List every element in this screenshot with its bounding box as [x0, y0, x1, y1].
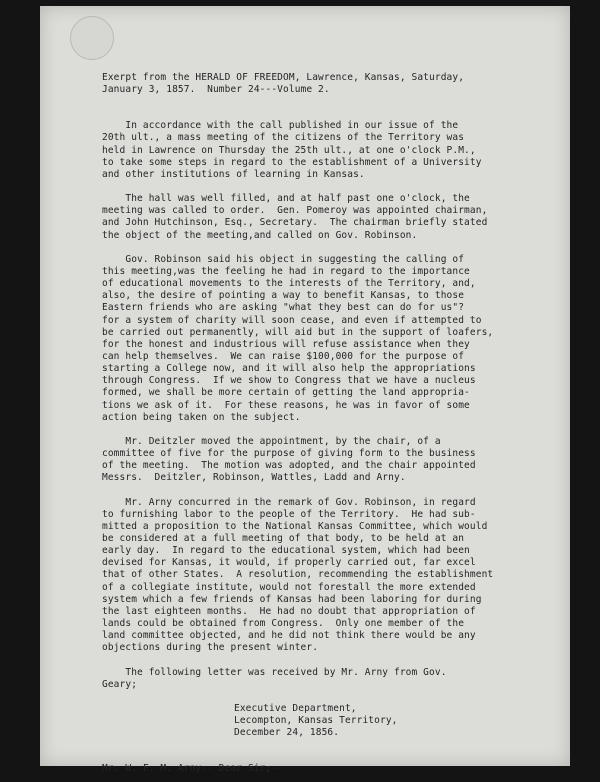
signature-line: December 24, 1856. — [234, 727, 340, 739]
paragraph-line: be carried out permanently, will aid but in the support of loafers, — [102, 326, 494, 338]
paragraph — [102, 254, 562, 424]
paragraph-line: the object of the meeting,and called on Gov. Robinson. — [102, 229, 418, 241]
paragraph-line: through Congress. If we show to Congress that we have a nucleus — [102, 375, 476, 387]
paragraph-line: The hall was well filled, and at half past one o'clock, the — [102, 193, 470, 205]
paragraph-line: that of other States. A resolution, recommending the establishment — [102, 569, 494, 581]
paragraph-line: for the honest and industrious will refuse assistance when they — [102, 338, 470, 350]
paragraph-line: The following letter was received by Mr. Arny from Gov. — [102, 666, 447, 678]
paragraph-line: Mr. Deitzler moved the appointment, by the chair, of a — [102, 435, 441, 447]
document-text — [102, 72, 562, 776]
body-paragraphs — [102, 120, 562, 691]
paragraph-line: of educational movements to the interests of the Territory, and, — [102, 278, 476, 290]
paragraph-line: tions we ask of it. For these reasons, he was in favor of some — [102, 399, 470, 411]
paragraph-line: of a collegiate institute, would not forestall the more extended — [102, 581, 476, 593]
paragraph-line: held in Lawrence on Thursday the 25th ult., at one o'clock P.M., — [102, 144, 476, 156]
paragraph-line: system which a few friends of Kansas had been laboring for during — [102, 593, 482, 605]
paragraph-line: 20th ult., a mass meeting of the citizens of the Territory was — [102, 132, 465, 144]
paragraph-line: also, the desire of pointing a way to benefit Kansas, to those — [102, 290, 465, 302]
paragraph-line: action being taken on the subject. — [102, 411, 301, 423]
punch-hole — [70, 16, 114, 60]
signature-block — [102, 703, 562, 739]
paragraph-line: this meeting,was the feeling he had in regard to the importance — [102, 265, 470, 277]
paragraph — [102, 193, 562, 242]
document-page — [40, 6, 570, 775]
paragraph-line: to furnishing labor to the people of the Territory. He had sub- — [102, 508, 476, 520]
paragraph-line: and John Hutchinson, Esq., Secretary. The chairman briefly stated — [102, 217, 488, 229]
paragraph-line: In accordance with the call published in our issue of the — [102, 120, 459, 132]
paragraph-line: Messrs. Deitzler, Robinson, Wattles, Ladd and Arny. — [102, 472, 406, 484]
paragraph-line: lands could be obtained from Congress. Only one member of the — [102, 618, 465, 630]
paragraph-line: mitted a proposition to the National Kansas Committee, which would — [102, 520, 488, 532]
paragraph-line: the last eighteen months. He had no doubt that appropriation of — [102, 605, 476, 617]
paragraph — [102, 667, 562, 691]
paragraph-line: meeting was called to order. Gen. Pomeroy was appointed chairman, — [102, 205, 488, 217]
paragraph-line: can help themselves. We can raise $100,000 for the purpose of — [102, 350, 465, 362]
paragraph-line: be considered at a full meeting of that body, to be held at an — [102, 533, 465, 544]
signature-line: Lecompton, Kansas Territory, — [234, 715, 398, 727]
paragraph-line: Gov. Robinson said his object in suggesting the calling of — [102, 253, 465, 265]
paragraph-line: objections during the present winter. — [102, 642, 319, 654]
paragraph-line: early day. In regard to the educational system, which had been — [102, 545, 470, 557]
header — [102, 72, 562, 96]
paragraph-line: land committee objected, and he did not think there would be any — [102, 630, 476, 642]
paragraph-line: Mr. Arny concurred in the remark of Gov. Robinson, in regard — [102, 496, 476, 508]
paragraph-line: committee of five for the purpose of giving form to the business — [102, 448, 476, 460]
paragraph-line: Geary; — [102, 678, 138, 690]
salutation: Mr. W. F. M. Arny-- Dear Sir;-- — [102, 763, 284, 775]
header-line: Exerpt from the HERALD OF FREEDOM, Lawrence, Kansas, Saturday, — [102, 72, 465, 83]
paragraph — [102, 497, 562, 655]
paragraph-line: and other institutions of learning in Kansas. — [102, 168, 365, 180]
paragraph-line: to take some steps in regard to the establishment of a University — [102, 156, 482, 168]
signature-line: Executive Department, — [234, 702, 357, 714]
paragraph — [102, 120, 562, 181]
paragraph-line: devised for Kansas, it would, if properly carried out, far excel — [102, 557, 476, 569]
paragraph-line: Eastern friends who are asking "what they best can do for us"? — [102, 302, 465, 314]
paragraph-line: formed, we shall be more certain of getting the land appropria- — [102, 387, 470, 399]
paragraph-line: starting a College now, and it will also help the appropriations — [102, 363, 476, 375]
header-line: January 3, 1857. Number 24---Volume 2. — [102, 84, 330, 96]
paragraph — [102, 436, 562, 485]
paragraph-line: for a system of charity will soon cease, and even if attempted to — [102, 314, 482, 326]
paragraph-line: of the meeting. The motion was adopted, and the chair appointed — [102, 460, 476, 472]
